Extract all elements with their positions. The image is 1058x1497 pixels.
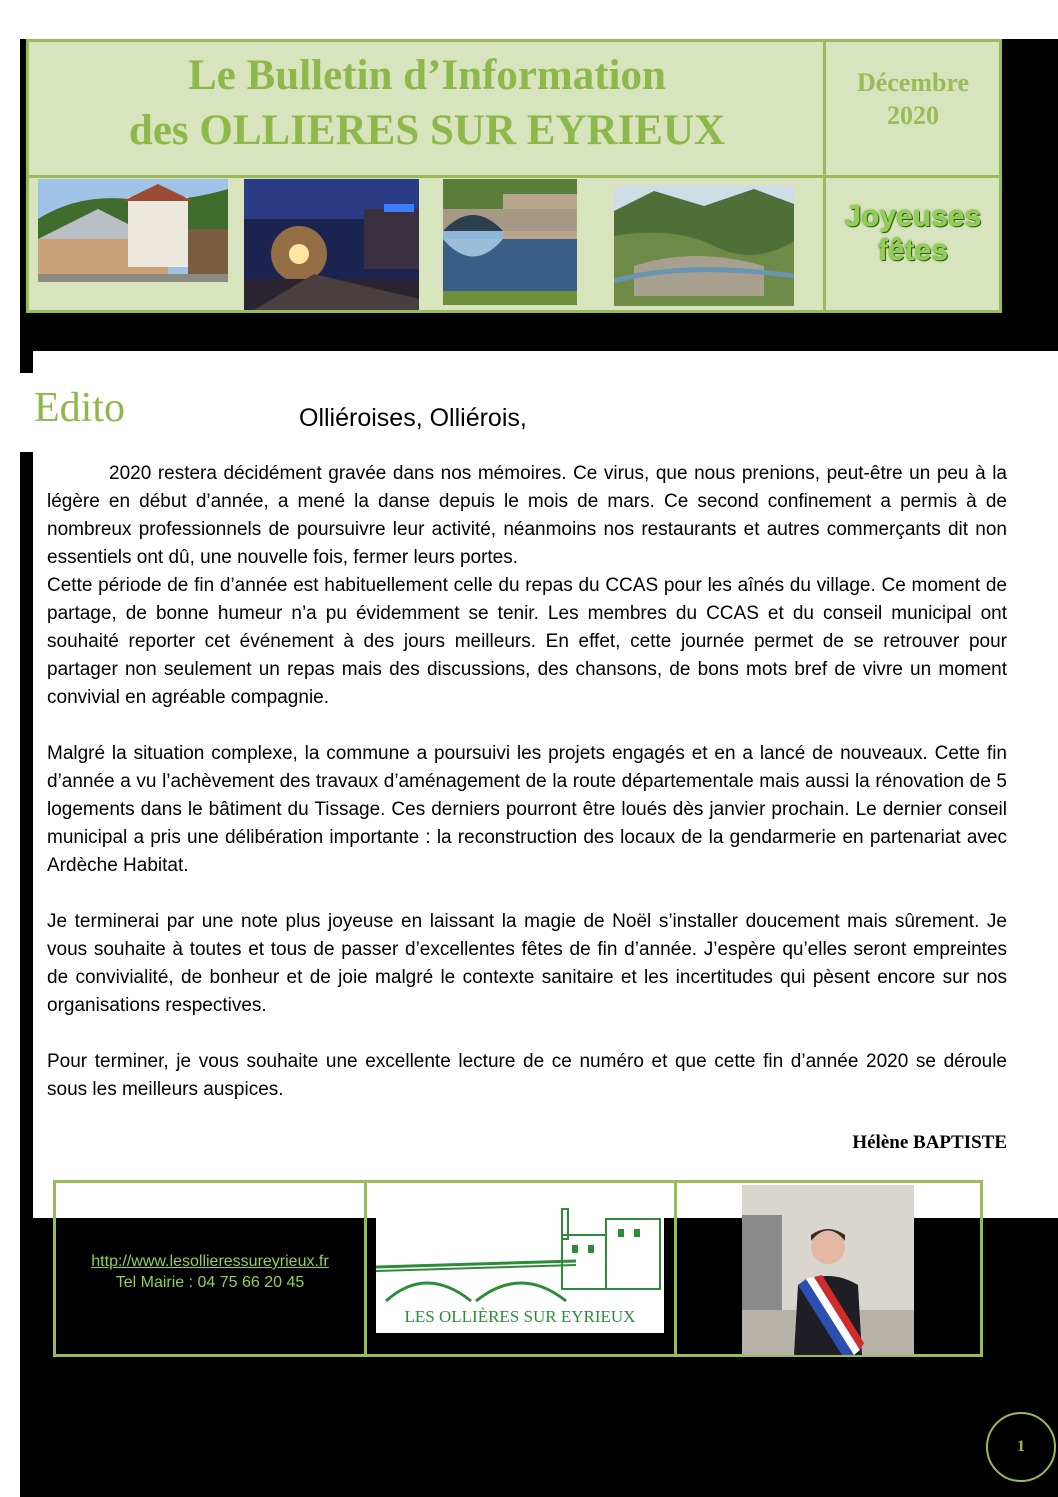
title-line-1: Le Bulletin d’Information [188,52,666,99]
bridge-logo-icon [376,1205,664,1305]
edito-salutation: Olliéroises, Olliérois, [299,404,527,432]
website-link[interactable]: http://www.lesollieressureyrieux.fr [91,1253,329,1270]
photo-valley-aerial [614,186,794,306]
photo-bridge-river [443,179,577,305]
black-band-left [20,351,33,373]
page-number: 1 [986,1412,1056,1482]
masthead-divider-h [29,175,999,178]
issue-year: 2020 [887,101,939,130]
masthead [26,39,1002,313]
edito-paragraph: Je terminerai par une note plus joyeuse en laissant la magie de Noël s’installer doucement mais sûrement. Je vous souhaite à toutes et tous de passer d’excellentes fêtes de fin d’année. J’espère qu’elles seront empreintes de convivialité, de bonheur et de joie malgré le contexte sanitaire et les incertitudes qui pèsent encore sur nos organisations respectives. [47,911,1007,1016]
edito-paragraph: Malgré la situation complexe, la commune a poursuivi les projets engagés et en a lancé de nouveaux. Cette fin d’année a vu l’achèvement des travaux d’aménagement de la route départementale mais aussi la rénovation de 5 logements dans le bâtiment du Tissage. Ces derniers pourront être loués dès janvier prochain. Le dernier conseil municipal a pris une délibération importante : la reconstruction des locaux de la gendarmerie en partenariat avec Ardèche Habitat. [47,743,1007,876]
issue-date [827,66,999,132]
season-greeting [827,200,999,268]
title-line-2: des OLLIERES SUR EYRIEUX [128,107,726,154]
edito-paragraph: Pour terminer, je vous souhaite une excellente lecture de ce numéro et que cette fin d’année 2020 se déroule sous les meilleurs auspices. [47,1051,1007,1100]
greeting-line-1: Joyeuses [844,200,982,233]
logo-text: LES OLLIÈRES SUR EYRIEUX [404,1307,636,1326]
footer-divider-2 [674,1183,677,1354]
edito-heading: Edito [34,385,125,431]
greeting-line-2: fêtes [877,234,949,267]
bulletin-title [29,48,825,158]
photo-building [38,179,228,282]
edito-paragraph: Cette période de fin d’année est habituellement celle du repas du CCAS pour les aînés du village. Ce moment de partage, de bonne humeur n’a pu évidemment se tenir. Les membres du CCAS et du conseil municipal ont souhaité reporter cet événement à des jours meilleurs. En effet, cette journée permet de se retrouver pour partager non seulement un repas mais des discussions, des chansons, de bons mots bref de vivre un moment convivial en agréable compagnie. [47,575,1007,708]
footer-box [53,1180,983,1357]
contact-block [56,1251,364,1293]
village-logo [376,1205,664,1333]
mayor-photo [742,1185,914,1355]
mairie-phone: Tel Mairie : 04 75 66 20 45 [115,1274,305,1291]
edito-body [47,460,1007,1104]
signature: Hélène BAPTISTE [852,1132,1007,1153]
photo-night-square [244,179,419,310]
issue-month: Décembre [856,68,970,97]
edito-paragraph: 2020 restera décidément gravée dans nos mémoires. Ce virus, que nous prenions, peut-être un peu à la légère en début d’année, a mené la danse depuis le mois de mars. Ce second confinement a permis à de nombreux professionnels de poursuivre leur activité, néanmoins nos restaurants et autres commerçants dit non essentiels ont dû, une nouvelle fois, fermer leurs portes. [47,463,1007,568]
footer-divider-1 [364,1183,367,1354]
